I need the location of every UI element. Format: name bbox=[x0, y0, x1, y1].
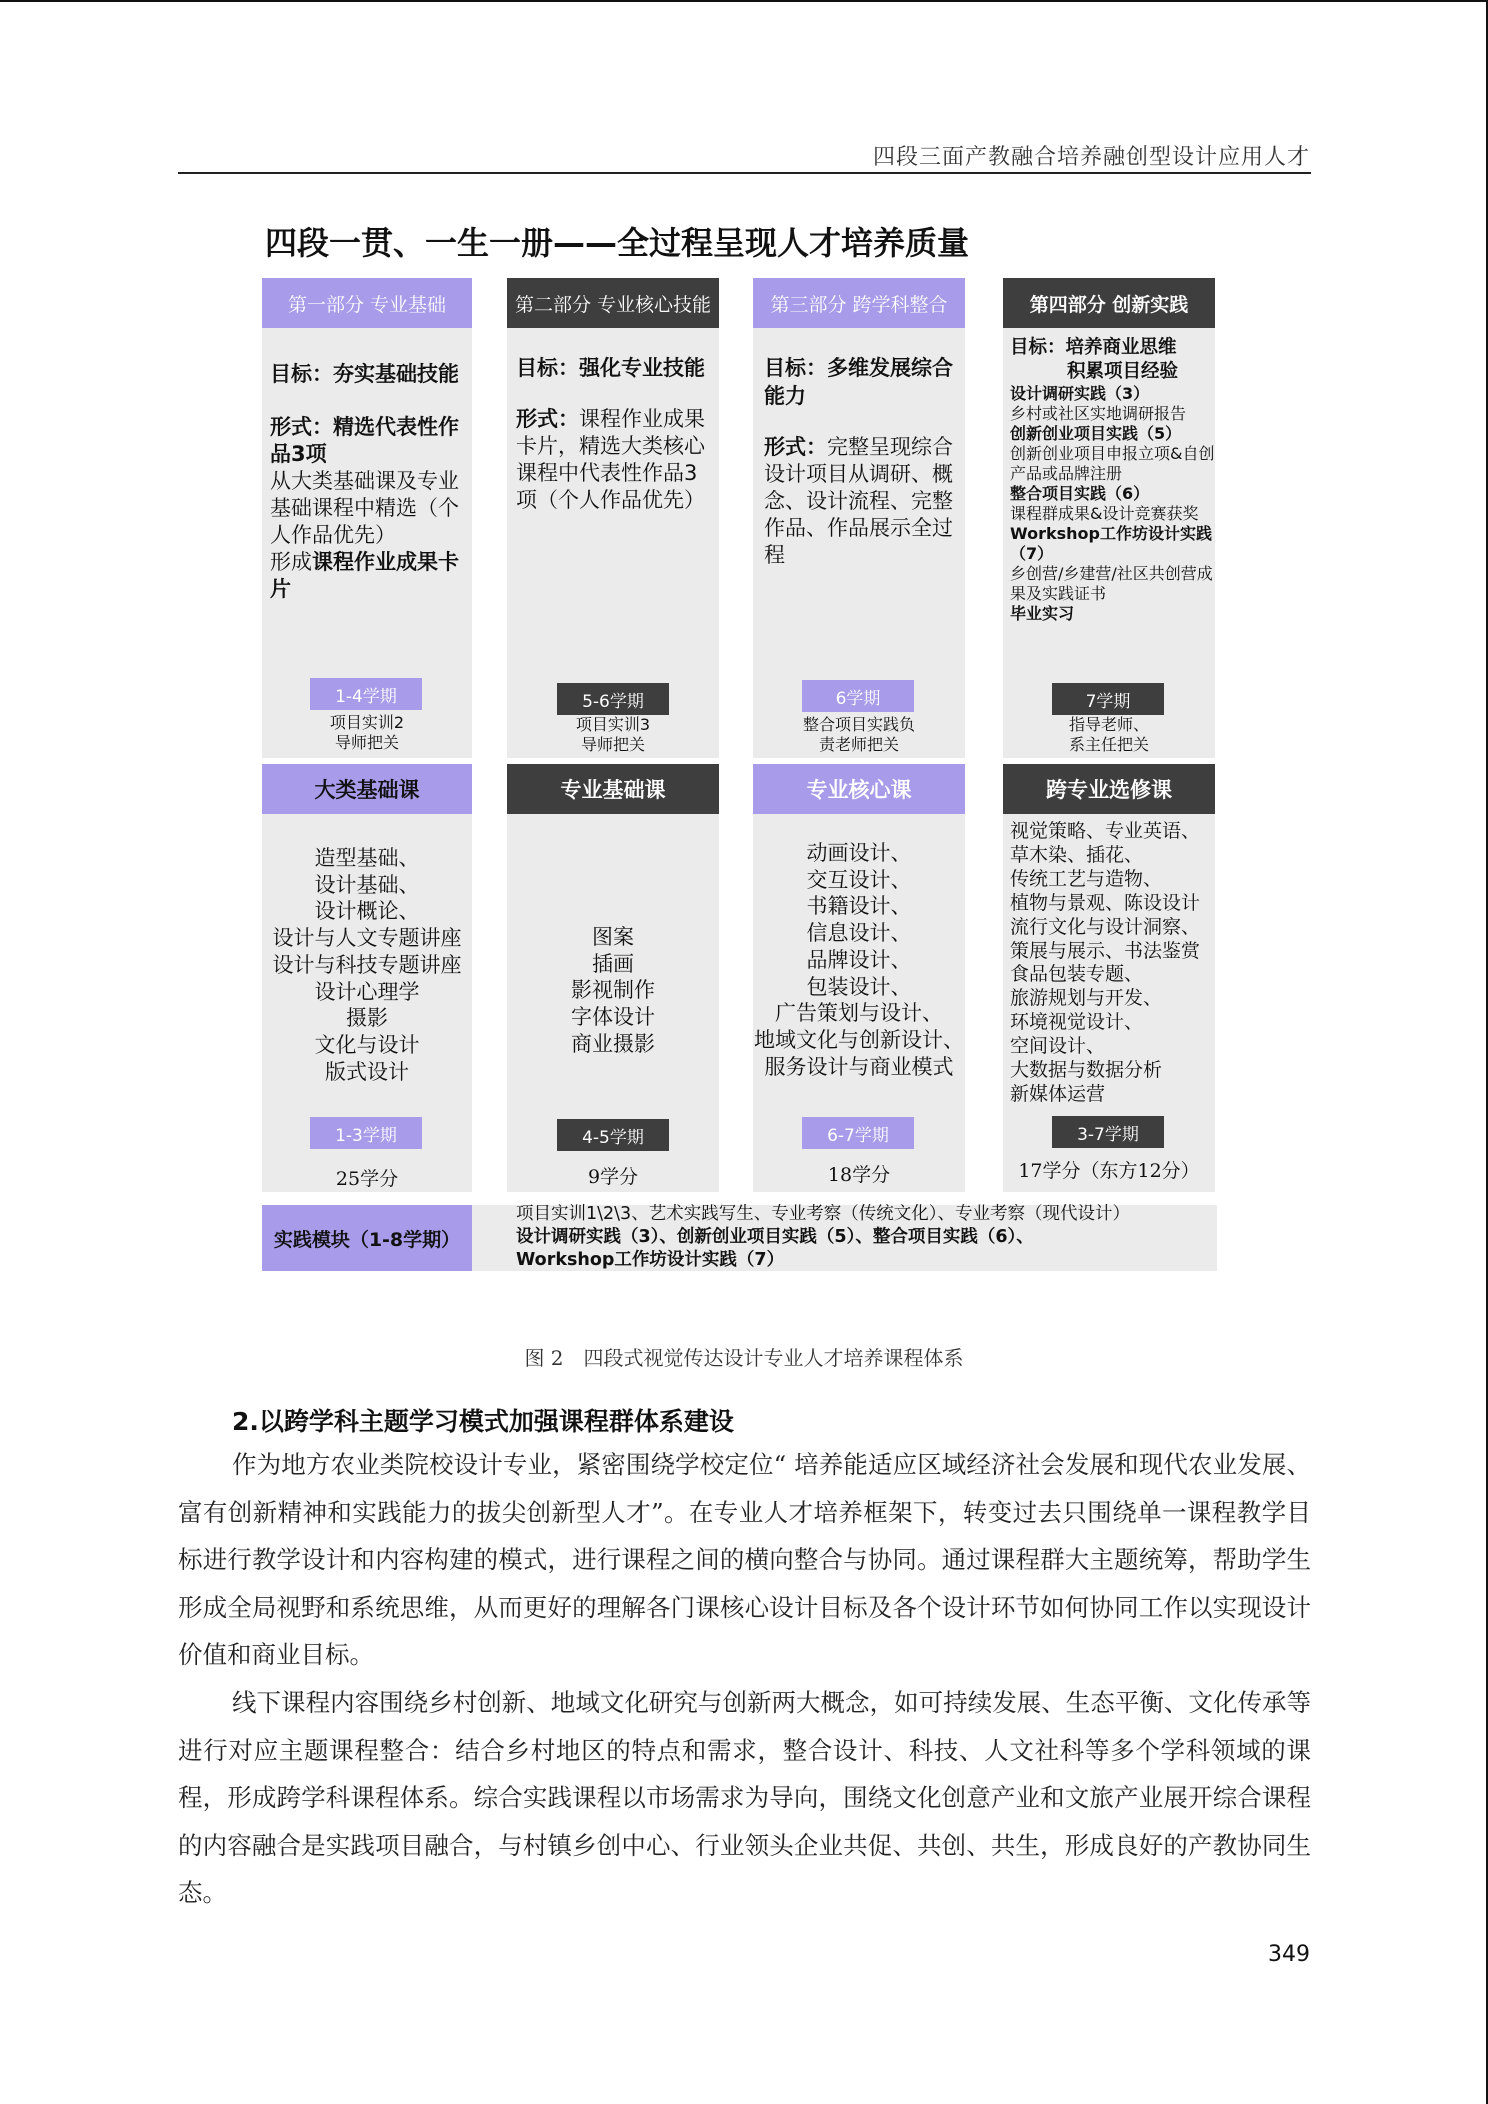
stage-3-header: 第三部分 跨学科整合 bbox=[753, 278, 965, 328]
stage-4-item-title: 设计调研实践（3） bbox=[1010, 384, 1150, 403]
stage-2-note: 项目实训3 导师把关 bbox=[575, 715, 651, 754]
page-number: 349 bbox=[1268, 1942, 1310, 1967]
stage-1-form-line: 从大类基础课及专业 bbox=[270, 469, 459, 493]
body-paragraph: 线下课程内容围绕乡村创新、地域文化研究与创新两大概念，如可持续发展、生态平衡、文化传承等进行对应主题课程整合：结合乡村地区的特点和需求，整合设计、科技、人文社科等多个学科领域的课程，形成跨学科课程体系。综合实践课程以市场需求为导向，围绕文化创意产业和文旅产业展开综合课程的内容融合是实践项目融合，与村镇乡创中心、行业领头企业共促、共创、共生，形成良好的产教协同生态。 bbox=[178, 1688, 1311, 1907]
stage-3-note: 整合项目实践负 责老师把关 bbox=[802, 715, 915, 754]
figure-caption: 图 2 四段式视觉传达设计专业人才培养课程体系 bbox=[524, 1346, 964, 1370]
stage-4-note: 指导老师、 系主任把关 bbox=[1068, 715, 1149, 754]
course-1-semester: 1-3学期 bbox=[310, 1117, 422, 1149]
stage-1-semester: 1-4学期 bbox=[310, 678, 422, 710]
stage-3-form-text: 完整呈现综合设计项目从调研、概念、设计流程、完整作品、作品展示全过程 bbox=[764, 435, 953, 567]
course-3-semester: 6-7学期 bbox=[802, 1117, 914, 1149]
stage-2-header: 第二部分 专业核心技能 bbox=[507, 278, 719, 328]
stage-4-item-desc: 创新创业项目申报立项&自创产品或品牌注册 bbox=[1010, 444, 1215, 483]
stage-4-item-desc: 乡创营/乡建营/社区共创营成果及实践证书 bbox=[1010, 564, 1213, 603]
stage-1-header: 第一部分 专业基础 bbox=[262, 278, 472, 328]
course-1-header: 大类基础课 bbox=[262, 764, 472, 814]
course-3-header: 专业核心课 bbox=[753, 764, 965, 814]
course-4-semester: 3-7学期 bbox=[1052, 1116, 1164, 1148]
stage-2-form: 形式：课程作业成果卡片，精选大类核心课程中代表性作品3项（个人作品优先） bbox=[516, 407, 705, 512]
course-2-header: 专业基础课 bbox=[507, 764, 719, 814]
running-header: 四段三面产教融合培养融创型设计应用人才 bbox=[872, 145, 1310, 170]
stage-1-form-tail: 课程作业成果卡片 bbox=[270, 550, 459, 601]
stage-4-header: 第四部分 创新实践 bbox=[1003, 278, 1215, 328]
practice-module-label: 实践模块（1-8学期） bbox=[262, 1205, 472, 1271]
course-4-credits: 17学分（东方12分） bbox=[1018, 1160, 1200, 1182]
stage-4-item-title: 创新创业项目实践（5） bbox=[1010, 424, 1182, 443]
section-heading: 2.以跨学科主题学习模式加强课程群体系建设 bbox=[232, 1407, 734, 1436]
course-1-credits: 25学分 bbox=[335, 1168, 399, 1190]
stage-2-goal: 目标：强化专业技能 bbox=[516, 356, 705, 380]
stage-4-item-desc: 课程群成果&设计竞赛获奖 bbox=[1010, 504, 1199, 523]
stage-1-form: 形式：精选代表性作品3项 从大类基础课及专业 基础课程中精选（个 人作品优先） 形成课程作业成果卡片 bbox=[270, 415, 459, 601]
header-rule bbox=[178, 172, 1311, 174]
course-2-list: 图案 插画 影视制作 字体设计 商业摄影 bbox=[571, 925, 655, 1056]
figure-title: 四段一贯、一生一册——全过程呈现人才培养质量 bbox=[265, 224, 970, 262]
practice-module-text: 项目实训1\2\3、艺术实践写生、专业考察（传统文化）、专业考察（现代设计） 设计调研实践（3）、创新创业项目实践（5）、整合项目实践（6）、 Workshop工作坊设计实践（7） bbox=[516, 1204, 1130, 1270]
stage-1-goal: 目标：夯实基础技能 bbox=[270, 362, 459, 386]
stage-4-goal: 目标：培养商业思维 积累项目经验 bbox=[1010, 337, 1179, 382]
stage-1-form-bold: 精选代表性作品3项 bbox=[270, 415, 459, 466]
stage-4-item-title: Workshop工作坊设计实践（7） bbox=[1010, 524, 1212, 563]
stage-4-item-desc: 乡村或社区实地调研报告 bbox=[1010, 404, 1187, 423]
course-2-credits: 9学分 bbox=[587, 1166, 639, 1188]
course-4-header: 跨专业选修课 bbox=[1003, 764, 1215, 814]
course-1-list: 造型基础、 设计基础、 设计概论、 设计与人文专题讲座 设计与科技专题讲座 设计心理学 摄影 文化与设计 版式设计 bbox=[272, 846, 462, 1084]
stage-4-items bbox=[1010, 384, 1215, 624]
stage-4-semester: 7学期 bbox=[1052, 683, 1164, 715]
course-3-credits: 18学分 bbox=[827, 1164, 891, 1186]
course-3-list: 动画设计、 交互设计、 书籍设计、 信息设计、 品牌设计、 包装设计、 广告策划与设计、 地域文化与创新设计、 服务设计与商业模式 bbox=[754, 841, 964, 1079]
stage-3-semester: 6学期 bbox=[802, 680, 914, 712]
stage-3-goal: 目标：多维发展综合能力 bbox=[764, 356, 953, 408]
stage-1-note: 项目实训2 导师把关 bbox=[329, 713, 405, 752]
stage-2-form-text: 课程作业成果卡片，精选大类核心课程中代表性作品3项（个人作品优先） bbox=[516, 407, 705, 512]
stage-4-item-title: 毕业实习 bbox=[1010, 604, 1075, 623]
top-border bbox=[0, 0, 1488, 2]
stage-3-form: 形式：完整呈现综合设计项目从调研、概念、设计流程、完整作品、作品展示全过程 bbox=[764, 435, 953, 567]
course-4-list: 视觉策略、专业英语、 草木染、插花、 传统工艺与造物、 植物与景观、陈设设计 流行文化与设计洞察、 策展与展示、书法鉴赏 食品包装专题、 旅游规划与开发、 环境视觉设计、 空间设计、 大数据与数据分析 新媒体运营 bbox=[1010, 820, 1201, 1105]
stage-1-form-line: 人作品优先） bbox=[270, 523, 396, 547]
stage-2-semester: 5-6学期 bbox=[557, 683, 669, 715]
course-2-semester: 4-5学期 bbox=[557, 1119, 669, 1151]
stage-4-item-title: 整合项目实践（6） bbox=[1010, 484, 1150, 503]
stage-1-form-line: 基础课程中精选（个 bbox=[270, 496, 459, 520]
body-paragraph: 作为地方农业类院校设计专业，紧密围绕学校定位“ 培养能适应区域经济社会发展和现代农业发展、富有创新精神和实践能力的拔尖创新型人才”。在专业人才培养框架下，转变过去只围绕单一课程教学目标进行教学设计和内容构建的模式，进行课程之间的横向整合与协同。通过课程群大主题统筹，帮助学生形成全局视野和系统思维，从而更好的理解各门课核心设计目标及各个设计环节如何协同工作以实现设计价值和商业目标。 bbox=[178, 1450, 1311, 1669]
